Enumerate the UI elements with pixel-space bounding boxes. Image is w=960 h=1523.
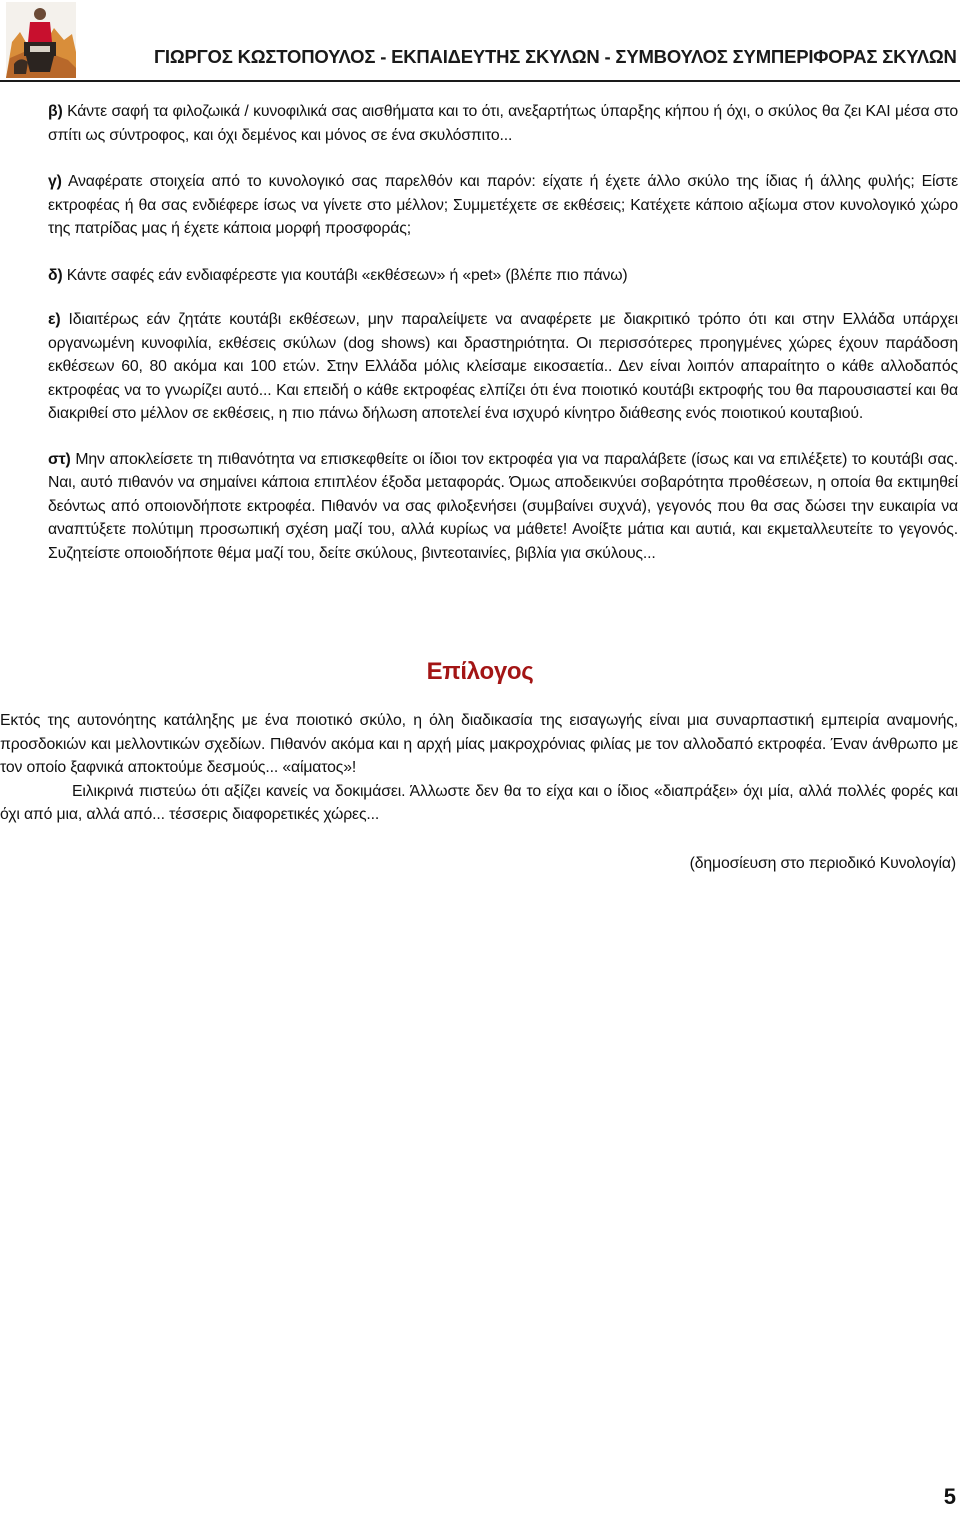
- header-title: ΓΙΩΡΓΟΣ ΚΩΣΤΟΠΟΥΛΟΣ - ΕΚΠΑΙΔΕΥΤΗΣ ΣΚΥΛΩΝ - ΣΥΜΒΟΥΛΟΣ ΣΥΜΠΕΡΙΦΟΡΑΣ ΣΚΥΛΩΝ: [154, 46, 957, 67]
- section-text: Ιδιαιτέρως εάν ζητάτε κουτάβι εκθέσεων, μην παραλείψετε να αναφέρετε με διακριτικό τρόπο ότι και στην Ελλάδα υπάρχει οργανωμένη κυνοφιλία, εκθέσεις σκύλων (dog shows) και δραστηριότητα. Οι περισσότερες προηγμένες χώρες έχουν παράδοση εκθέσεων 60, 80 ακόμα και 100 ετών. Στην Ελλάδα μόλις κλείσαμε εικοσαετία.. Δεν είναι λοιπόν απαραίτητο ο κάθε αλλοδαπός εκτροφέας να το γνωρίζει αυτό... Και επειδή ο κάθε εκτροφέας ελπίζει ότι ένα ποιοτικό κουτάβι εκτροφής του θα παρουσιαστεί και θα διακριθεί στο μέλλον σε εκθέσεις, η πιο πάνω δήλωση αποτελεί ένα ισχυρό κίνητρο διάθεσης ενός ποιοτικού κουταβιού.: [48, 311, 958, 422]
- epilogue-paragraph: Εκτός της αυτονόητης κατάληξης με ένα ποιοτικό σκύλο, η όλη διαδικασία της εισαγωγής είναι μια συναρπαστική εμπειρία αναμονής, προσδοκιών και μελλοντικών σχεδίων. Πιθανόν ακόμα και η αρχή μίας μακροχρόνιας φιλίας με τον αλλοδαπό εκτροφέα. Έναν άνθρωπο με τον οποίο ξαφνικά αποκτούμε δεσμούς... «αίματος»!: [0, 712, 958, 776]
- section-lead: στ): [48, 450, 71, 468]
- section-b: [48, 100, 958, 147]
- epilogue-heading: Επίλογος: [426, 658, 534, 685]
- page-number: 5: [943, 1484, 956, 1509]
- section-e: [48, 308, 958, 426]
- section-lead: ε): [48, 311, 61, 328]
- publication-note: (δημοσίευση στο περιοδικό Κυνολογία): [689, 855, 956, 872]
- section-f: [48, 448, 958, 566]
- epilogue-paragraph: Ειλικρινά πιστεύω ότι αξίζει κανείς να δοκιμάσει. Άλλωστε δεν θα το είχα και ο ίδιος «διαπράξει» όχι μία, αλλά πολλές φορές και όχι από μια, αλλά από... τέσσερις διαφορετικές χώρες...: [0, 782, 958, 823]
- epilogue-section: [0, 709, 958, 827]
- section-text: Αναφέρατε στοιχεία από το κυνολογικό σας παρελθόν και παρόν: είχατε ή έχετε άλλο σκύλο της ίδιας ή άλλης φυλής; Είστε εκτροφέας ή θα σας ενδιέφερε ίσως να γίνετε στο μέλλον; Συμμετέχετε σε εκθέσεις; Κατέχετε κάποιο αξίωμα στον κυνολογικό χώρο της πατρίδας μας ή έχετε κάποια μορφή προσφοράς;: [48, 173, 958, 237]
- section-d: [48, 264, 958, 288]
- section-text: Κάντε σαφή τα φιλοζωικά / κυνοφιλικά σας αισθήματα και το ότι, ανεξαρτήτως ύπαρξης κήπου ή όχι, ο σκύλος θα ζει ΚΑΙ μέσα στο σπίτι ως σύντροφος, και όχι δεμένος και μόνος σε ένα σκυλόσπιτο...: [48, 103, 958, 144]
- section-c: [48, 170, 958, 241]
- section-lead: β): [48, 103, 63, 120]
- main-content: [48, 100, 958, 565]
- section-lead: γ): [48, 173, 62, 190]
- section-text: Κάντε σαφές εάν ενδιαφέρεστε για κουτάβι «εκθέσεων» ή «pet» (βλέπε πιο πάνω): [62, 266, 628, 284]
- trainer-photo-icon: [6, 2, 76, 78]
- section-lead: δ): [48, 266, 63, 284]
- section-text: Μην αποκλείσετε τη πιθανότητα να επισκεφθείτε οι ίδιοι τον εκτροφέα για να παραλάβετε (ίσως και να επιλέξετε) το κουτάβι σας. Ναι, αυτό πιθανόν να σημαίνει κάποια επιπλέον έξοδα μεταφοράς. Όμως αποδεικνύει σοβαρότητα προθέσεων, η οποία θα εκτιμηθεί δεόντως από οποιονδήποτε εκτροφέα. Πιθανόν να σας φιλοξενήσει (συμβαίνει συχνά), γεγονός που θα σας δώσει την ευκαιρία να αναπτύξετε πολύτιμη προσωπική σχέση μαζί του, αλλά κυρίως να μάθετε! Ανοίξτε μάτια και αυτιά, και εκμεταλλευτείτε το γεγονός. Συζητείστε οποιοδήποτε θέμα μαζί του, δείτε σκύλους, βιντεοταινίες, βιβλία για σκύλους...: [48, 450, 958, 562]
- page-header: [0, 0, 960, 82]
- header-divider: [0, 80, 960, 82]
